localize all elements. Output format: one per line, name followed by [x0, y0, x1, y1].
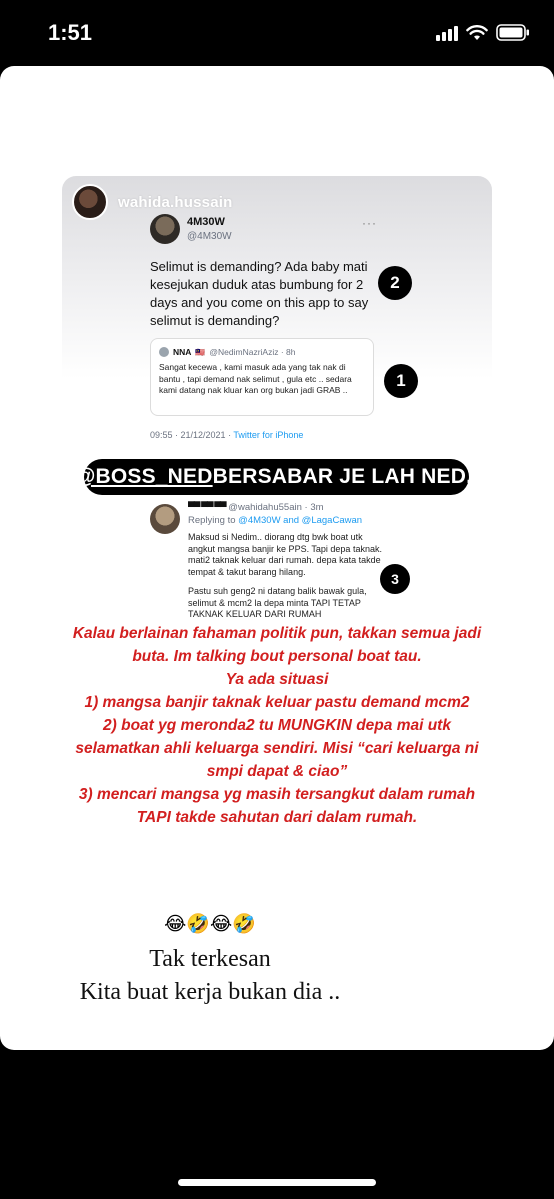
- reply-body-paragraph: Maksud si Nedim.. diorang dtg bwk boat utk angkut mangsa banjir ke PPS. Tapi depa taknak. mati2 taknak keluar dari rumah. depa kata takde tempat & takut barang hilang.: [188, 532, 382, 577]
- tweet-body: Selimut is demanding? Ada baby mati kesejukan duduk atas bumbung for 2 days and you come on this app to say selimut is demanding?: [150, 259, 369, 328]
- overlay-line: 2) boat yg meronda2 tu MUNGKIN depa mai utk selamatkan ahli keluarga sendiri. Misi “cari keluarga ni smpi dapat & ciao”: [75, 717, 479, 780]
- quoted-tweet-handle: @NedimNazriAziz · 8h: [209, 347, 296, 357]
- status-icons: [436, 24, 530, 41]
- malaysia-flag-icon: 🇲🇾: [195, 347, 206, 357]
- replying-to-prefix: Replying to: [188, 515, 239, 526]
- story-sheet[interactable]: [0, 66, 554, 1050]
- more-icon: ···: [362, 216, 377, 230]
- mention-tag[interactable]: @BOSS_NED: [74, 465, 213, 488]
- reply-handle: @wahidahu55ain · 3m: [225, 502, 324, 513]
- quoted-tweet-avatar: [159, 347, 169, 357]
- quoted-tweet-name: NNA: [173, 347, 192, 357]
- wifi-icon: [466, 25, 488, 41]
- reply-body: [188, 532, 388, 621]
- quoted-tweet: [150, 338, 374, 416]
- tweet-author-name: 4M30W: [187, 216, 225, 228]
- reply-tweet: [140, 498, 390, 638]
- replying-to: [188, 515, 362, 526]
- story-username[interactable]: wahida.hussain: [118, 193, 233, 211]
- story-user[interactable]: [72, 184, 233, 220]
- overlay-line: 3) mencari mangsa yg masih tersangkut dalam rumah TAPI takde sahutan dari dalam rumah.: [78, 786, 476, 826]
- comment-line-2: Kita buat kerja bukan dia ..: [79, 979, 341, 1005]
- number-badge-2: 2: [378, 266, 412, 300]
- reply-header: [188, 502, 324, 513]
- signal-icon: [436, 25, 458, 41]
- overlay-line: Ya ada situasi: [225, 671, 329, 688]
- tweet-avatar: [150, 214, 180, 244]
- tweet-source: Twitter for iPhone: [233, 430, 304, 440]
- caption-sticker: [74, 459, 479, 495]
- story-text-overlay: [62, 622, 492, 829]
- quoted-tweet-body: Sangat kecewa , kami masuk ada yang tak nak di bantu , tapi demand nak selimut , gula etc .. sedara kami datang nak kluar kan org bukan jadi GRAB ..: [159, 362, 352, 395]
- reply-avatar: [150, 504, 180, 534]
- battery-icon: [496, 24, 530, 41]
- reply-name: ▀▀ ▀▀ ▀▀: [188, 502, 226, 513]
- caption-text: BERSABAR JE LAH NED..: [212, 465, 479, 488]
- story-avatar[interactable]: [72, 184, 108, 220]
- reply-body-paragraph: Pastu suh geng2 ni datang balik bawak gula, selimut & mcm2 la depa minta TAPI TETAP TAKNAK KELUAR DARI RUMAH: [188, 586, 367, 619]
- overlay-line: 1) mangsa banjir taknak keluar pastu demand mcm2: [84, 694, 470, 711]
- replying-to-handles: @4M30W and @LagaCawan: [238, 515, 363, 526]
- emoji-row: 😂🤣😂🤣: [164, 913, 256, 935]
- home-indicator[interactable]: [178, 1179, 376, 1186]
- status-time: 1:51: [48, 20, 93, 45]
- tweet-timestamp: 09:55 · 21/12/2021 ·: [150, 430, 234, 440]
- overlay-line: Kalau berlainan fahaman politik pun, takkan semua jadi buta. Im talking bout personal boat tau.: [72, 625, 482, 665]
- status-bar: [0, 0, 554, 66]
- quoted-tweet-header: [159, 347, 295, 357]
- tweet-author-handle: @4M30W: [187, 231, 232, 242]
- comment-line-1: Tak terkesan: [149, 946, 271, 972]
- tweet-meta: [150, 430, 303, 440]
- number-badge-1: 1: [384, 364, 418, 398]
- number-badge-3: 3: [380, 564, 410, 594]
